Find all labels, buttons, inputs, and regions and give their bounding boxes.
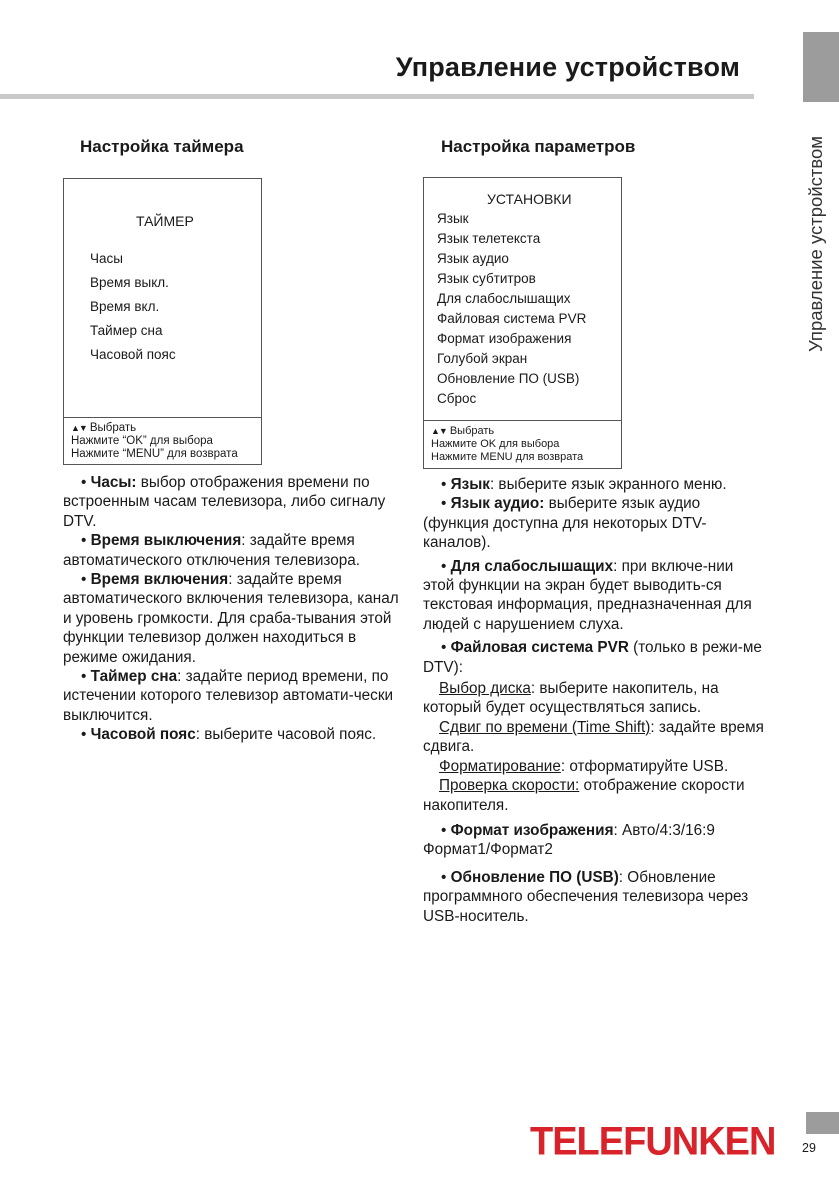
- paragraph-on-time: • Время включения: задайте время автоматического включения телевизора, канал и уровень громкости. Для сраба-тывания этой функции телевизор должен находиться в режиме ожидания.: [63, 571, 399, 666]
- timer-menu-item-sleep-timer[interactable]: Таймер сна: [90, 323, 163, 338]
- settings-menu-item-teletext-language[interactable]: Язык телетекста: [437, 231, 541, 246]
- paragraph-pvr: • Файловая система PVR (только в режи-ме DTV):: [423, 639, 762, 676]
- paragraph-time-shift: Сдвиг по времени (Time Shift): задайте время сдвига.: [423, 718, 764, 756]
- side-tab-marker: [803, 32, 839, 102]
- paragraph-clock: • Часы: выбор отображения времени по встроенным часам телевизора, либо сигналу DTV.: [63, 474, 386, 530]
- settings-menu-item-aspect-ratio[interactable]: Формат изображения: [437, 331, 572, 346]
- settings-menu-item-blue-screen[interactable]: Голубой экран: [437, 351, 528, 366]
- page-tab-marker: [806, 1112, 839, 1134]
- settings-heading: Настройка параметров: [441, 137, 636, 156]
- footer-ok-hint: Нажмите OK для выбора: [431, 438, 560, 450]
- timer-menu-item-clock[interactable]: Часы: [90, 251, 123, 266]
- paragraph-hearing-impaired: • Для слабослышащих: при включе-нии этой функции на экран будет выводить-ся текстовая информация, предназначенная для людей с нарушением слуха.: [423, 557, 752, 633]
- settings-menu-item-reset[interactable]: Сброс: [437, 391, 477, 406]
- paragraph-time-zone: • Часовой пояс: выберите часовой пояс.: [81, 726, 377, 744]
- settings-menu-box: [423, 177, 622, 469]
- up-down-arrows-icon: ▲▼: [71, 423, 87, 433]
- footer-select-hint: Выбрать: [449, 425, 495, 437]
- paragraph-speed-check: Проверка скорости: отображение скорости накопителя.: [423, 777, 745, 814]
- settings-menu-title: УСТАНОВКИ: [487, 191, 572, 207]
- footer-ok-hint: Нажмите “OK” для выбора: [71, 435, 213, 447]
- timer-menu-box: [63, 178, 262, 465]
- settings-menu-item-hearing-impaired[interactable]: Для слабослышащих: [437, 291, 571, 306]
- timer-menu-item-on-time[interactable]: Время вкл.: [90, 299, 160, 314]
- settings-menu-footer: [424, 420, 621, 468]
- page-number: 29: [802, 1141, 816, 1155]
- paragraph-format: Форматирование: отформатируйте USB.: [439, 757, 729, 775]
- settings-description: [423, 475, 765, 926]
- settings-menu-item-software-update[interactable]: Обновление ПО (USB): [437, 371, 580, 386]
- footer-select-hint: Выбрать: [89, 422, 137, 434]
- paragraph-aspect-ratio: • Формат изображения: Авто/4:3/16:9 Формат1/Формат2: [423, 821, 715, 859]
- settings-menu-item-audio-language[interactable]: Язык аудио: [437, 251, 509, 266]
- settings-menu-item-pvr-filesystem[interactable]: Файловая система PVR: [437, 311, 587, 326]
- telefunken-logo: TELEFUNKEN: [530, 1120, 776, 1165]
- paragraph-off-time: • Время выключения: задайте время автоматического отключения телевизора.: [63, 532, 361, 569]
- title-rule: [0, 94, 754, 99]
- paragraph-sleep-timer: • Таймер сна: задайте период времени, по истечении которого телевизор автомати-чески выключится.: [63, 668, 394, 724]
- timer-heading: Настройка таймера: [80, 137, 244, 156]
- side-section-label: Управление устройством: [805, 135, 826, 352]
- page-title: Управление устройством: [395, 52, 740, 82]
- paragraph-software-update: • Обновление ПО (USB): Обновление программного обеспечения телевизора через USB-носитель.: [423, 868, 749, 925]
- settings-menu-item-subtitle-language[interactable]: Язык субтитров: [437, 271, 536, 286]
- timer-description: [63, 473, 403, 745]
- footer-menu-hint: Нажмите “MENU” для возврата: [71, 448, 238, 460]
- paragraph-disk-select: Выбор диска: выберите накопитель, на который будет осуществляться запись.: [423, 680, 719, 717]
- paragraph-language: • Язык: выберите язык экранного меню.: [441, 476, 727, 493]
- timer-menu-item-time-zone[interactable]: Часовой пояс: [90, 347, 176, 362]
- paragraph-audio-language: • Язык аудио: выберите язык аудио (функция доступна для некоторых DTV-каналов).: [423, 495, 707, 552]
- up-down-arrows-icon: ▲▼: [431, 426, 447, 436]
- footer-menu-hint: Нажмите MENU для возврата: [431, 451, 584, 463]
- settings-menu-item-language[interactable]: Язык: [437, 211, 469, 226]
- timer-menu-title: ТАЙМЕР: [136, 213, 194, 229]
- timer-menu-footer: [64, 417, 261, 464]
- timer-menu-item-off-time[interactable]: Время выкл.: [90, 275, 169, 290]
